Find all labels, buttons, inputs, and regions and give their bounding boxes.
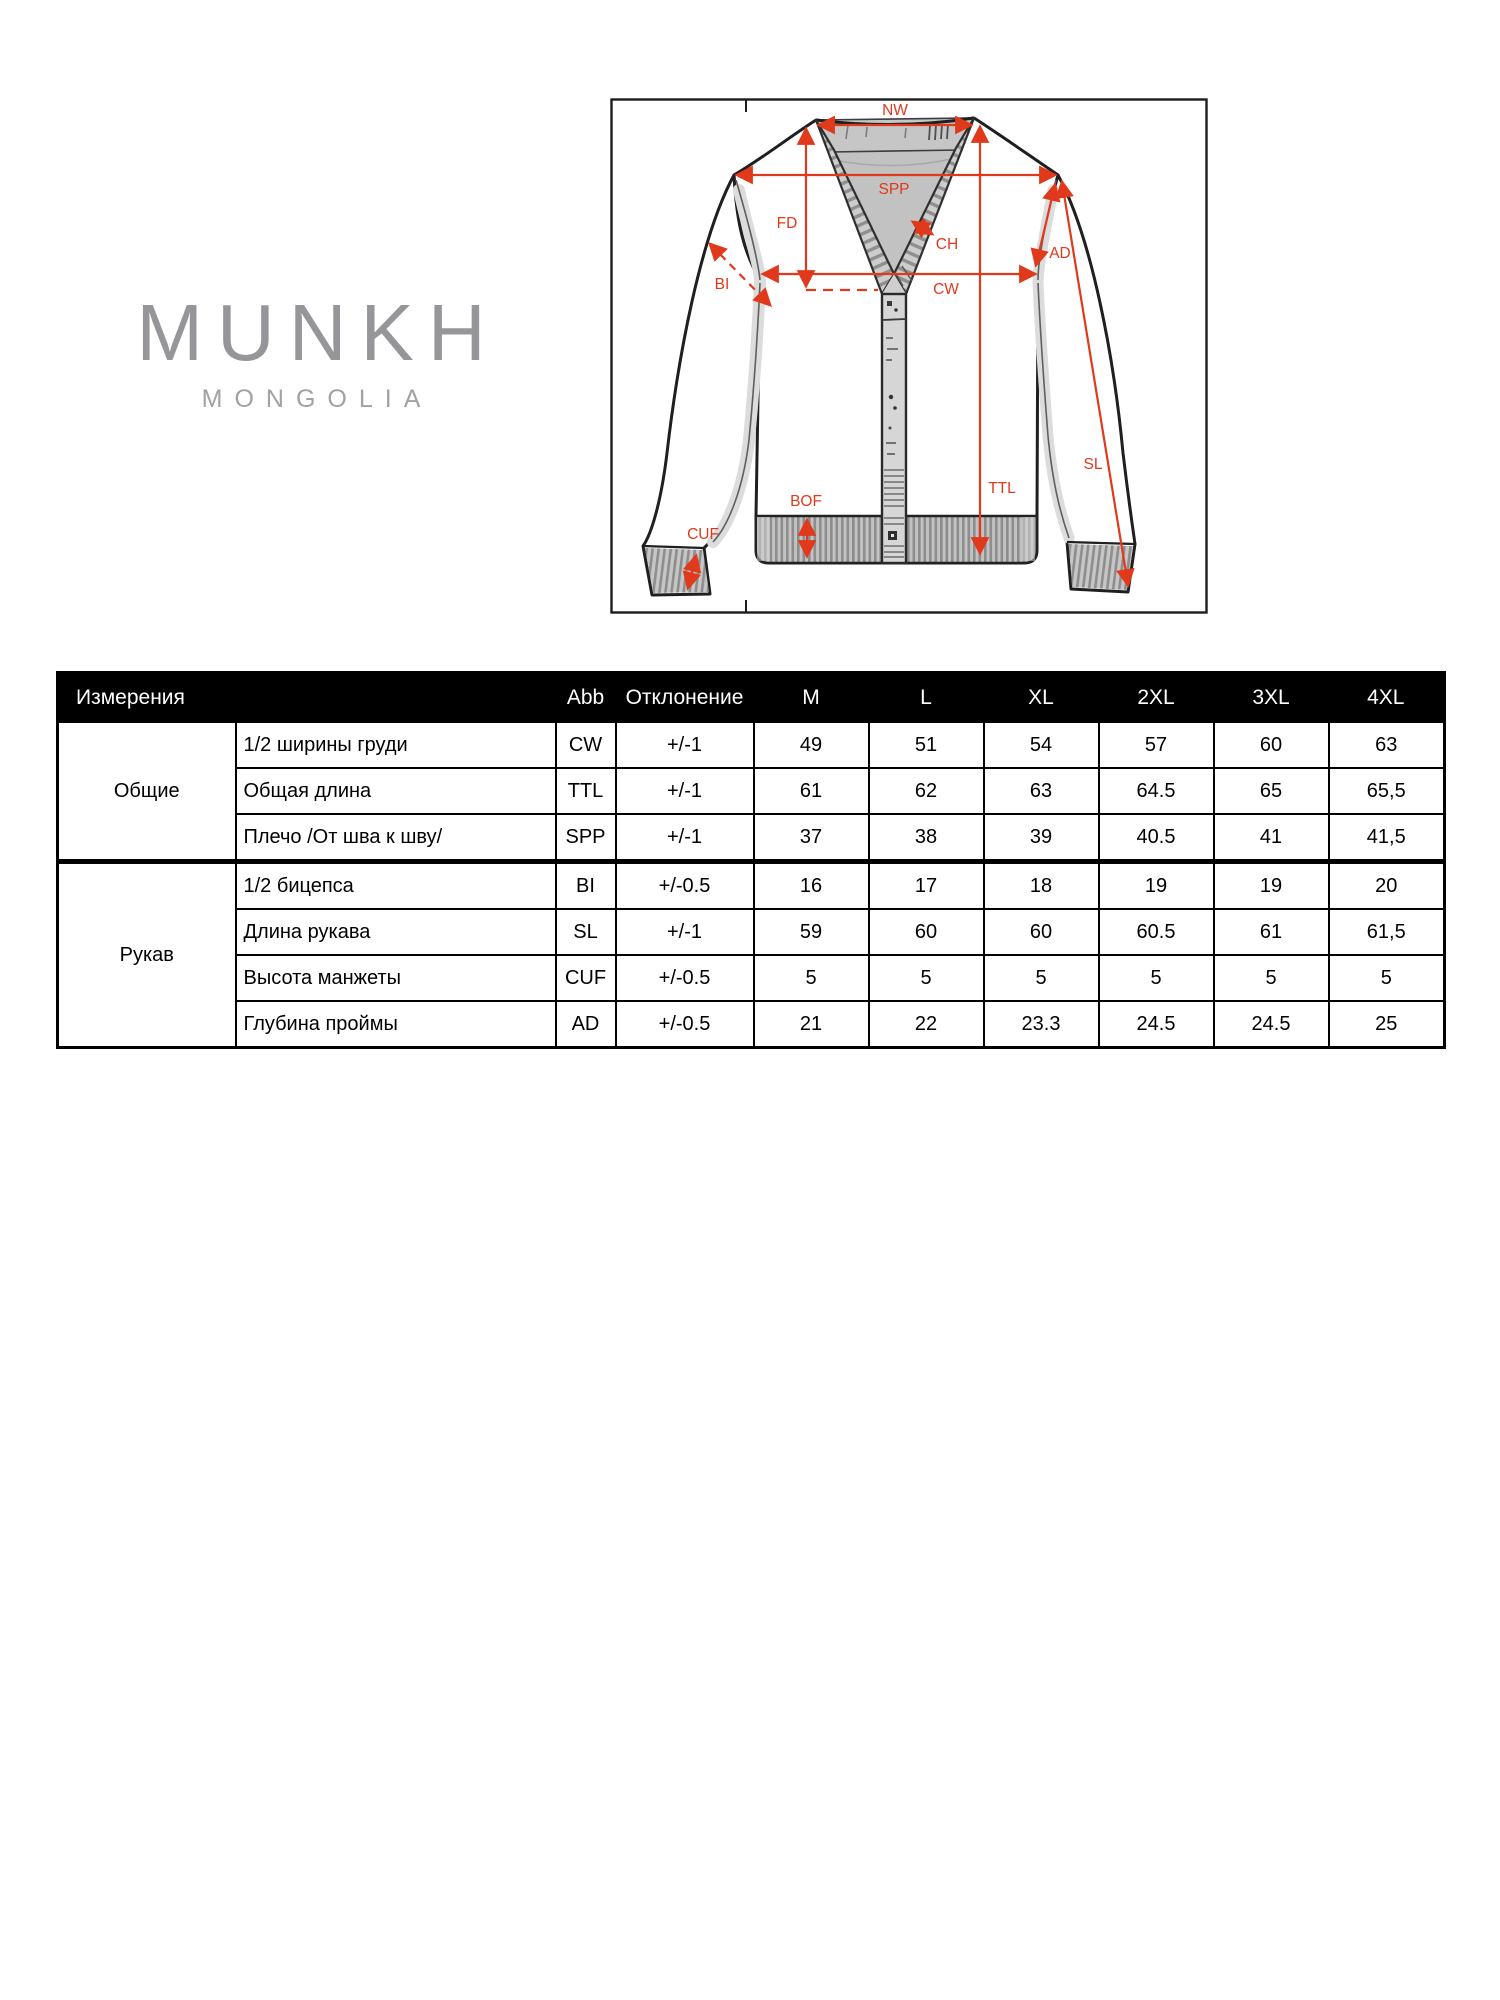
table-row bbox=[58, 768, 1445, 814]
size-value: 63 bbox=[1329, 722, 1445, 768]
size-value: 65 bbox=[1214, 768, 1329, 814]
table-group bbox=[58, 722, 1445, 862]
dim-label-ad: AD bbox=[1049, 245, 1071, 262]
table-row bbox=[58, 862, 1445, 910]
table-row bbox=[58, 1001, 1445, 1048]
table-row bbox=[58, 909, 1445, 955]
size-value: 5 bbox=[754, 955, 869, 1001]
size-value: 22 bbox=[869, 1001, 984, 1048]
dim-label-cuf: CUF bbox=[687, 526, 719, 543]
dim-label-fd: FD bbox=[776, 215, 798, 232]
column-header-size: 3XL bbox=[1214, 673, 1329, 723]
column-header-measure: Измерения bbox=[58, 673, 556, 723]
table-row bbox=[58, 814, 1445, 862]
garment-diagram bbox=[610, 98, 1208, 614]
column-header-size: 4XL bbox=[1329, 673, 1445, 723]
size-value: 60.5 bbox=[1099, 909, 1214, 955]
group-name: Общие bbox=[58, 722, 236, 862]
column-header-deviation: Отклонение bbox=[616, 673, 754, 723]
size-value: 59 bbox=[754, 909, 869, 955]
size-value: 5 bbox=[1099, 955, 1214, 1001]
size-value: 61,5 bbox=[1329, 909, 1445, 955]
abbreviation: SPP bbox=[556, 814, 616, 862]
size-value: 5 bbox=[1214, 955, 1329, 1001]
dim-label-cw: CW bbox=[933, 281, 959, 298]
measurement-name: Высота манжеты bbox=[236, 955, 556, 1001]
measurement-name: Глубина проймы bbox=[236, 1001, 556, 1048]
measurement-name: Плечо /От шва к шву/ bbox=[236, 814, 556, 862]
size-value: 19 bbox=[1214, 862, 1329, 910]
brand-subtitle: MONGOLIA bbox=[201, 385, 433, 413]
abbreviation: BI bbox=[556, 862, 616, 910]
measurement-name: Общая длина bbox=[236, 768, 556, 814]
dim-label-ch: CH bbox=[935, 236, 959, 253]
dim-label-bof: BOF bbox=[790, 493, 822, 510]
size-value: 25 bbox=[1329, 1001, 1445, 1048]
size-value: 16 bbox=[754, 862, 869, 910]
size-value: 41 bbox=[1214, 814, 1329, 862]
measurements-table bbox=[56, 671, 1446, 1049]
size-value: 49 bbox=[754, 722, 869, 768]
size-value: 39 bbox=[984, 814, 1099, 862]
size-value: 38 bbox=[869, 814, 984, 862]
brand-logo bbox=[104, 288, 518, 414]
size-value: 60 bbox=[869, 909, 984, 955]
column-header-size: L bbox=[869, 673, 984, 723]
size-value: 24.5 bbox=[1214, 1001, 1329, 1048]
size-value: 60 bbox=[1214, 722, 1329, 768]
column-header-size: 2XL bbox=[1099, 673, 1214, 723]
size-value: 20 bbox=[1329, 862, 1445, 910]
size-value: 57 bbox=[1099, 722, 1214, 768]
deviation-value: +/-0.5 bbox=[616, 955, 754, 1001]
size-value: 18 bbox=[984, 862, 1099, 910]
size-value: 37 bbox=[754, 814, 869, 862]
abbreviation: AD bbox=[556, 1001, 616, 1048]
size-value: 41,5 bbox=[1329, 814, 1445, 862]
deviation-value: +/-1 bbox=[616, 909, 754, 955]
dim-label-sl: SL bbox=[1083, 456, 1103, 473]
size-value: 61 bbox=[754, 768, 869, 814]
table-row bbox=[58, 722, 1445, 768]
size-value: 62 bbox=[869, 768, 984, 814]
size-value: 5 bbox=[1329, 955, 1445, 1001]
deviation-value: +/-1 bbox=[616, 768, 754, 814]
deviation-value: +/-1 bbox=[616, 722, 754, 768]
deviation-value: +/-0.5 bbox=[616, 1001, 754, 1048]
size-value: 17 bbox=[869, 862, 984, 910]
deviation-value: +/-1 bbox=[616, 814, 754, 862]
column-header-size: M bbox=[754, 673, 869, 723]
table-header-row bbox=[58, 673, 1445, 723]
measurement-name: 1/2 бицепса bbox=[236, 862, 556, 910]
size-value: 19 bbox=[1099, 862, 1214, 910]
abbreviation: SL bbox=[556, 909, 616, 955]
brand-name: MUNKH bbox=[136, 288, 500, 377]
measurement-name: 1/2 ширины груди bbox=[236, 722, 556, 768]
size-value: 60 bbox=[984, 909, 1099, 955]
deviation-value: +/-0.5 bbox=[616, 862, 754, 910]
column-header-size: XL bbox=[984, 673, 1099, 723]
size-value: 5 bbox=[984, 955, 1099, 1001]
size-value: 61 bbox=[1214, 909, 1329, 955]
size-value: 51 bbox=[869, 722, 984, 768]
size-value: 64.5 bbox=[1099, 768, 1214, 814]
group-name: Рукав bbox=[58, 862, 236, 1048]
size-value: 54 bbox=[984, 722, 1099, 768]
table-header bbox=[58, 673, 1445, 723]
size-value: 24.5 bbox=[1099, 1001, 1214, 1048]
table-group bbox=[58, 862, 1445, 1048]
size-value: 65,5 bbox=[1329, 768, 1445, 814]
abbreviation: TTL bbox=[556, 768, 616, 814]
dim-label-spp: SPP bbox=[878, 181, 910, 198]
dim-label-ttl: TTL bbox=[988, 480, 1016, 497]
measurement-name: Длина рукава bbox=[236, 909, 556, 955]
size-value: 40.5 bbox=[1099, 814, 1214, 862]
size-value: 23.3 bbox=[984, 1001, 1099, 1048]
dim-label-nw: NW bbox=[882, 102, 908, 119]
dim-label-bi: BI bbox=[714, 276, 730, 293]
size-value: 63 bbox=[984, 768, 1099, 814]
table-row bbox=[58, 955, 1445, 1001]
size-value: 21 bbox=[754, 1001, 869, 1048]
size-value: 5 bbox=[869, 955, 984, 1001]
abbreviation: CUF bbox=[556, 955, 616, 1001]
column-header-abb: Abb bbox=[556, 673, 616, 723]
abbreviation: CW bbox=[556, 722, 616, 768]
